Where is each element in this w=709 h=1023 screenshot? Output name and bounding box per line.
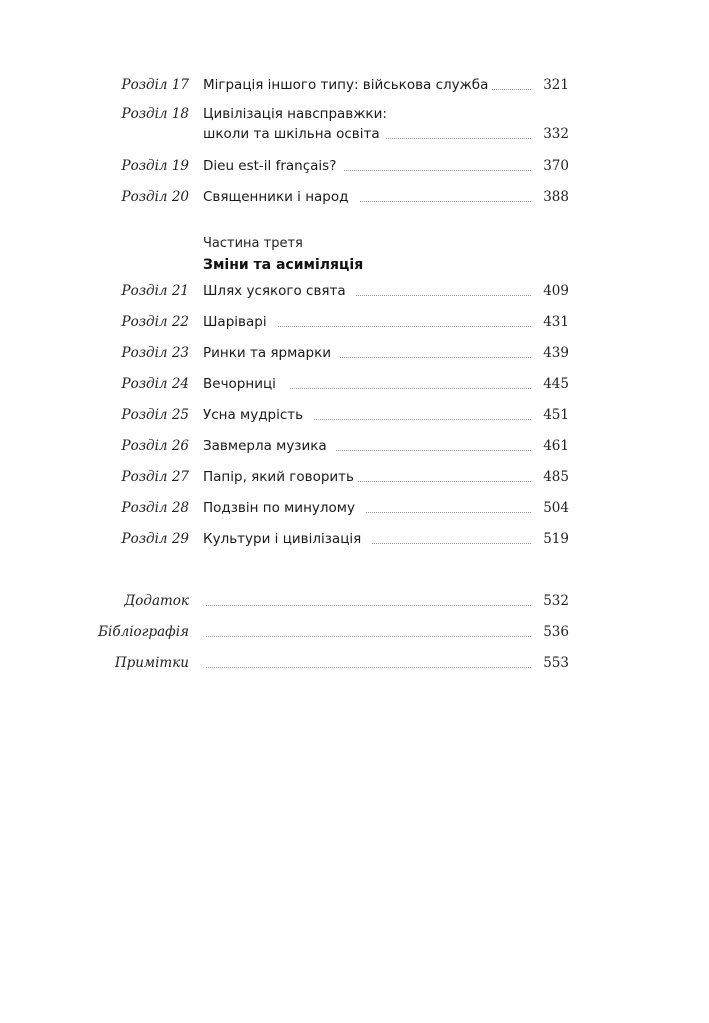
chapter-title: школи та шкільна освіта bbox=[203, 126, 380, 142]
chapter-title-line1: Цивілізація навсправжки: bbox=[203, 106, 387, 122]
toc-entry-continuation[interactable] bbox=[0, 123, 709, 145]
page-number: 439 bbox=[543, 345, 569, 361]
chapter-title: Культури і цивілізація bbox=[203, 531, 362, 547]
toc-entry-notes[interactable] bbox=[0, 652, 709, 674]
page-number: 536 bbox=[543, 624, 569, 640]
page-number: 445 bbox=[543, 376, 569, 392]
chapter-title: Міграція іншого типу: військова служба bbox=[203, 77, 489, 93]
part-label: Частина третя bbox=[203, 236, 303, 251]
dot-leader bbox=[278, 326, 531, 327]
dot-leader bbox=[206, 667, 531, 668]
chapter-title: Папір, який говорить bbox=[203, 469, 354, 485]
chapter-label: Розділ 23 bbox=[121, 345, 189, 361]
toc-entry[interactable] bbox=[0, 74, 709, 96]
part-title: Зміни та асиміляція bbox=[203, 257, 364, 273]
toc-entry[interactable] bbox=[0, 342, 709, 364]
dot-leader bbox=[344, 170, 531, 171]
toc-entry[interactable] bbox=[0, 497, 709, 519]
page-number: 321 bbox=[543, 77, 569, 93]
page-number: 504 bbox=[543, 500, 569, 516]
notes-label: Примітки bbox=[114, 655, 189, 671]
chapter-title: Вечорниці bbox=[203, 376, 276, 392]
chapter-label: Розділ 21 bbox=[121, 283, 189, 299]
page-number: 532 bbox=[543, 593, 569, 609]
page-number: 431 bbox=[543, 314, 569, 330]
chapter-label: Розділ 17 bbox=[121, 77, 189, 93]
dot-leader bbox=[206, 605, 531, 606]
chapter-label: Розділ 19 bbox=[121, 158, 189, 174]
chapter-label: Розділ 18 bbox=[121, 106, 189, 122]
chapter-label: Розділ 20 bbox=[121, 189, 189, 205]
chapter-label: Розділ 26 bbox=[121, 438, 189, 454]
dot-leader bbox=[372, 543, 531, 544]
dot-leader bbox=[314, 419, 531, 420]
toc-entry[interactable] bbox=[0, 373, 709, 395]
chapter-title: Усна мудрість bbox=[203, 407, 304, 423]
toc-entry[interactable] bbox=[0, 466, 709, 488]
toc-entry[interactable] bbox=[0, 155, 709, 177]
dot-leader bbox=[356, 295, 531, 296]
chapter-title: Подзвін по минулому bbox=[203, 500, 355, 516]
page-number: 409 bbox=[543, 283, 569, 299]
page-number: 519 bbox=[543, 531, 569, 547]
chapter-title: Священники і народ bbox=[203, 189, 349, 205]
bibliography-label: Бібліографія bbox=[98, 624, 189, 640]
appendix-label: Додаток bbox=[124, 593, 189, 609]
chapter-label: Розділ 24 bbox=[121, 376, 189, 392]
chapter-label: Розділ 28 bbox=[121, 500, 189, 516]
chapter-title: Шлях усякого свята bbox=[203, 283, 346, 299]
dot-leader bbox=[360, 201, 531, 202]
chapter-label: Розділ 25 bbox=[121, 407, 189, 423]
chapter-label: Розділ 29 bbox=[121, 531, 189, 547]
page-number: 332 bbox=[543, 126, 569, 142]
dot-leader bbox=[492, 89, 531, 90]
toc-entry[interactable] bbox=[0, 311, 709, 333]
dot-leader bbox=[386, 138, 531, 139]
page-number: 388 bbox=[543, 189, 569, 205]
toc-entry[interactable] bbox=[0, 435, 709, 457]
dot-leader bbox=[340, 357, 531, 358]
chapter-label: Розділ 22 bbox=[121, 314, 189, 330]
page-number: 553 bbox=[543, 655, 569, 671]
page-number: 461 bbox=[543, 438, 569, 454]
toc-entry[interactable] bbox=[0, 186, 709, 208]
chapter-title: Завмерла музика bbox=[203, 438, 327, 454]
toc-entry[interactable] bbox=[0, 280, 709, 302]
dot-leader bbox=[290, 388, 531, 389]
chapter-title: Шаріварі bbox=[203, 314, 267, 330]
toc-entry[interactable] bbox=[0, 528, 709, 550]
dot-leader bbox=[358, 481, 531, 482]
toc-entry[interactable] bbox=[0, 404, 709, 426]
toc-entry-bibliography[interactable] bbox=[0, 621, 709, 643]
page-number: 451 bbox=[543, 407, 569, 423]
toc-entry[interactable] bbox=[0, 103, 709, 125]
chapter-title: Ринки та ярмарки bbox=[203, 345, 332, 361]
dot-leader bbox=[206, 636, 531, 637]
dot-leader bbox=[336, 450, 531, 451]
chapter-title: Dieu est-il français? bbox=[203, 158, 337, 174]
dot-leader bbox=[366, 512, 531, 513]
chapter-label: Розділ 27 bbox=[121, 469, 189, 485]
page-number: 485 bbox=[543, 469, 569, 485]
toc-entry-appendix[interactable] bbox=[0, 590, 709, 612]
page-number: 370 bbox=[543, 158, 569, 174]
